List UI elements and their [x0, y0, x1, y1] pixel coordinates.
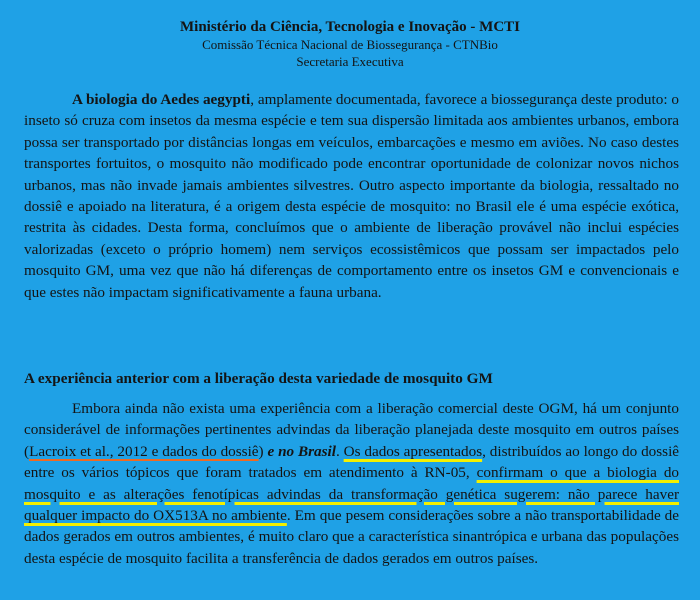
text-segment: . Em que pesem considerações sobre a não transportabilidade de dados gerados em outros ambientes, é muito claro que a característica sinantrópica e urbana das populações desta espécie de mosquito facilita a transferência de dados gerados em outros países. — [24, 507, 679, 567]
ministry-title: Ministério da Ciência, Tecnologia e Inovação - MCTI — [180, 19, 520, 35]
lead-bold-text: A biologia do Aedes aegypti — [72, 91, 251, 108]
text-segment: . — [335, 442, 344, 460]
section-title: A experiência anterior com a liberação desta variedade de mosquito GM — [24, 370, 493, 387]
emphasis-brasil: e no Brasil — [267, 442, 336, 460]
paragraph-biology — [24, 89, 679, 303]
letterhead — [0, 18, 700, 70]
commission-subtitle: Comissão Técnica Nacional de Biossegurança - CTNBio — [202, 37, 498, 52]
text-segment: ) — [258, 442, 268, 460]
citation-underlined: Lacroix et al., 2012 e dados do dossiê — [29, 442, 259, 460]
text-segment: Embora ainda não exista uma experiência com a liberação comercial deste OGM, há um conjunto considerável de informações pertinentes advindas da liberação planejada deste mosquito em outros países ( — [24, 400, 679, 460]
paragraph-body: , amplamente documentada, favorece a biossegurança deste produto: o inseto só cruza com insetos da mesma espécie e tem sua dispersão limitada aos ambientes urbanos, embora possa ser transportado por distâncias longas em veículos, embarcações e mesmo em aviões. No caso destes transportes fortuitos, o mosquito não modificado pode encontrar oportunidade de colonizar novos nichos urbanos, mas não invade jamais ambientes silvestres. Outro aspecto importante da biologia, ressaltado no dossiê e apoiado na literatura, é a origem desta espécie de mosquito: no Brasil ele é uma espécie exótica, restrita às cidades. Desta forma, concluímos que o ambiente de liberação provável não inclui espécies valorizadas (exceto o próprio homem) nem serviços ecossistêmicos que possam ser impactados pelo mosquito GM, uma vez que não há diferenças de comportamento entre os insetos GM e convencionais e que estes não impactam significativamente a fauna urbana. — [24, 91, 679, 301]
secretariat-subtitle: Secretaria Executiva — [296, 54, 404, 69]
text-segment: , distribuídos ao longo do dossiê entre os vários tópicos que foram tratados em atendimento à RN-05, — [24, 442, 680, 482]
paragraph-experience — [24, 398, 679, 569]
highlight-underline: confirmam o que a biologia do mosquito e as alterações fenotípicas advindas da transformação genética sugerem: não parece haver qualquer impacto do OX513A no ambiente — [24, 464, 680, 525]
highlight-underline: Os dados apresentados — [343, 442, 483, 460]
